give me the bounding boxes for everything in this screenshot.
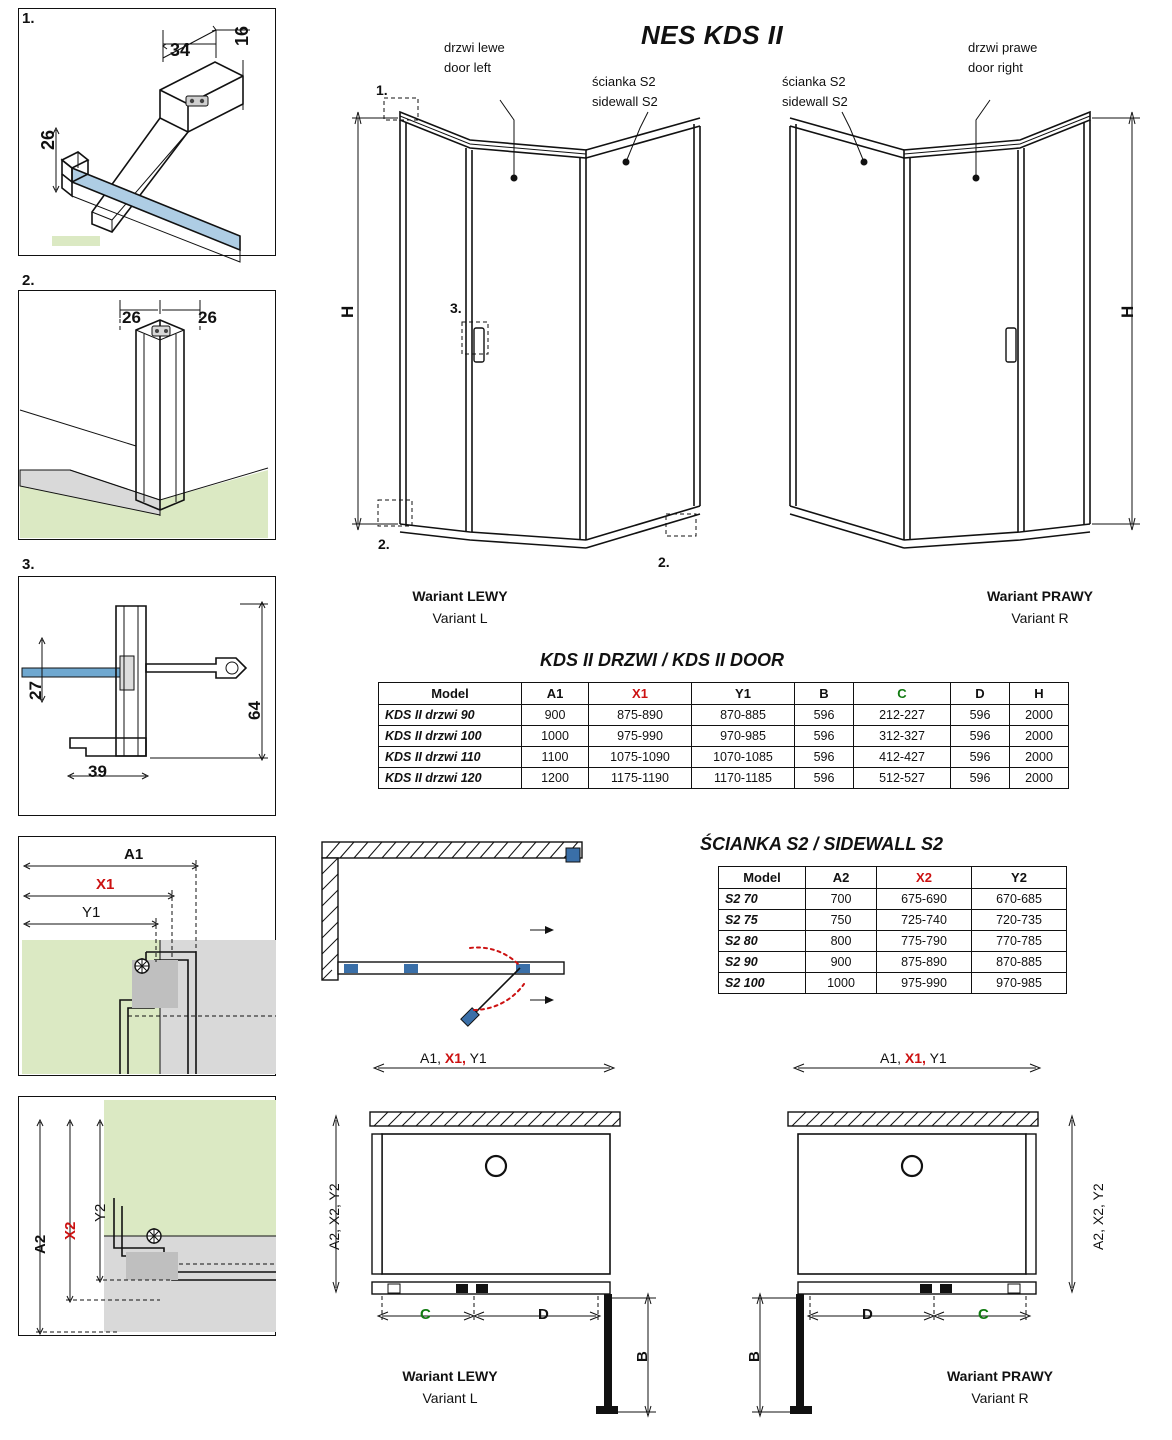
detail-1-dim-16: 16 [232,25,252,46]
detail-3-dim-27: 27 [26,681,45,700]
table-cell: 212-227 [854,705,951,726]
table-cell: 1000 [522,726,589,747]
table-cell-model: S2 90 [719,952,806,973]
table-cell: 970-985 [692,726,795,747]
table-cell: 970-985 [972,973,1067,994]
plan-a2-label: A2 [32,1234,49,1254]
table-cell-model: KDS II drzwi 100 [379,726,522,747]
door-table-title: KDS II DRZWI / KDS II DOOR [540,650,785,670]
table-cell: 1100 [522,747,589,768]
door-left-label-pl: drzwi lewe [444,40,505,55]
table-cell: 870-885 [692,705,795,726]
table-cell: 900 [522,705,589,726]
table-cell: 596 [795,747,854,768]
br-dim-y1: Y1 [929,1050,947,1066]
table-cell: 1070-1085 [692,747,795,768]
table-cell: 975-990 [589,726,692,747]
door-right-label-pl: drzwi prawe [968,40,1038,55]
detail-3-dim-64: 64 [245,701,264,720]
side-th-model: Model [719,867,806,889]
table-cell: 1200 [522,768,589,789]
table-cell: 596 [951,768,1010,789]
table-cell: 770-785 [972,931,1067,952]
bl-dim-y1: Y1 [469,1050,487,1066]
detail-1-number: 1. [22,10,35,27]
detail-2-number: 2. [22,272,35,289]
bl-side-dim: A2, X2, Y2 [326,1183,342,1250]
callout-left-2a: 2. [378,536,390,552]
table-cell: 1170-1185 [692,768,795,789]
bottom-left-caption-en: Variant L [422,1390,478,1406]
bl-dim-x1: X1, [444,1050,466,1066]
br-dim-d: D [862,1306,873,1323]
callout-left-1: 1. [376,82,388,98]
sidewall-right-label-en: sidewall S2 [782,94,848,109]
door-th-d: D [951,683,1010,705]
door-right-label-en: door right [968,60,1023,75]
table-cell: 596 [795,768,854,789]
bottom-left-caption-pl: Wariant LEWY [402,1368,498,1384]
table-cell: 675-690 [877,889,972,910]
table-cell: 2000 [1010,726,1069,747]
table-cell: 596 [951,747,1010,768]
table-cell: 725-740 [877,910,972,931]
bottom-right-caption-en: Variant R [971,1390,1029,1406]
detail-1-dim-34: 34 [170,40,191,60]
detail-1-dim-26: 26 [38,129,58,150]
table-cell: 1175-1190 [589,768,692,789]
side-th-x2: X2 [877,867,972,889]
table-cell-model: S2 70 [719,889,806,910]
door-th-b: B [795,683,854,705]
door-th-a1: A1 [522,683,589,705]
bl-dim-d: D [538,1306,549,1323]
table-cell: 312-327 [854,726,951,747]
br-dim-c: C [978,1306,989,1323]
br-dim-a1: A1, [880,1050,902,1066]
table-cell-model: KDS II drzwi 110 [379,747,522,768]
variant-right-caption-en: Variant R [1011,610,1069,626]
side-th-a2: A2 [806,867,877,889]
variant-left-caption-pl: Wariant LEWY [412,588,508,604]
br-dim-b: B [746,1351,763,1362]
br-side-dim: A2, X2, Y2 [1090,1183,1106,1250]
callout-left-3: 3. [450,300,462,316]
table-cell: 700 [806,889,877,910]
table-cell: 875-890 [589,705,692,726]
table-cell: 870-885 [972,952,1067,973]
bl-dim-b: B [634,1351,651,1362]
table-cell: 412-427 [854,747,951,768]
table-cell-model: S2 80 [719,931,806,952]
plan-a1-label: A1 [124,846,144,863]
door-th-y1: Y1 [692,683,795,705]
sidewall-right-label-pl: ścianka S2 [782,74,846,89]
page-title: NES KDS II [641,20,784,50]
door-th-x1: X1 [589,683,692,705]
plan-y2-label: Y2 [92,1203,109,1222]
table-cell: 670-685 [972,889,1067,910]
sidewall-table-title: ŚCIANKA S2 / SIDEWALL S2 [700,834,944,854]
table-cell-model: KDS II drzwi 120 [379,768,522,789]
table-cell: 875-890 [877,952,972,973]
bl-dim-c: C [420,1306,431,1323]
variant-right-caption-pl: Wariant PRAWY [986,588,1094,604]
height-mark-left: H [338,305,357,318]
door-th-h: H [1010,683,1069,705]
table-cell-model: S2 75 [719,910,806,931]
plan-x1-label: X1 [96,876,115,893]
detail-2-dim-26a: 26 [122,308,141,327]
plan-x2-label: X2 [62,1221,79,1240]
table-cell: 1000 [806,973,877,994]
table-cell-model: KDS II drzwi 90 [379,705,522,726]
table-cell: 800 [806,931,877,952]
table-cell: 750 [806,910,877,931]
table-cell: 775-790 [877,931,972,952]
table-cell: 512-527 [854,768,951,789]
door-th-c: C [854,683,951,705]
table-cell: 596 [795,705,854,726]
height-mark-right: H [1118,305,1137,318]
detail-3-dim-39: 39 [88,762,107,781]
bottom-right-caption-pl: Wariant PRAWY [946,1368,1054,1384]
bl-dim-a1: A1, [420,1050,442,1066]
table-cell: 900 [806,952,877,973]
br-dim-x1: X1, [904,1050,926,1066]
variant-left-caption-en: Variant L [432,610,488,626]
table-cell: 2000 [1010,747,1069,768]
table-cell-model: S2 100 [719,973,806,994]
sidewall-left-label-en: sidewall S2 [592,94,658,109]
table-cell: 720-735 [972,910,1067,931]
table-cell: 596 [951,726,1010,747]
callout-left-2b: 2. [658,554,670,570]
detail-3-number: 3. [22,556,35,573]
detail-2-dim-26b: 26 [198,308,217,327]
table-cell: 596 [795,726,854,747]
table-cell: 2000 [1010,705,1069,726]
side-th-y2: Y2 [972,867,1067,889]
table-cell: 975-990 [877,973,972,994]
door-left-label-en: door left [444,60,491,75]
table-cell: 596 [951,705,1010,726]
door-th-model: Model [379,683,522,705]
sidewall-left-label-pl: ścianka S2 [592,74,656,89]
plan-y1-label: Y1 [82,904,101,921]
table-cell: 1075-1090 [589,747,692,768]
table-cell: 2000 [1010,768,1069,789]
